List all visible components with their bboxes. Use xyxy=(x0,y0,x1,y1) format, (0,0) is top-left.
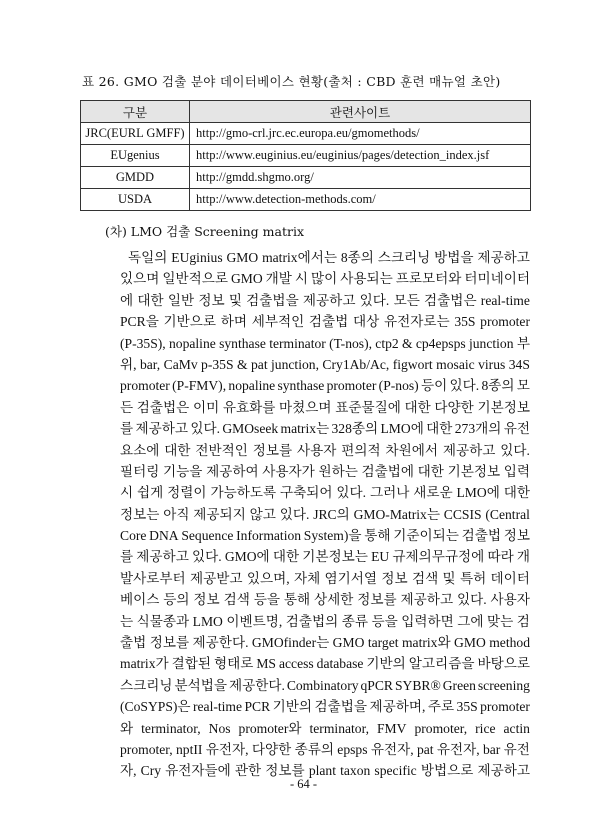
source-cell: JRC(EURL GMFF) xyxy=(81,123,190,145)
paragraph-line: 있으며 일반적으로 GMO 개발 시 많이 사용되는 프로모터와 터미네이터 xyxy=(120,271,530,287)
table-row xyxy=(81,123,531,145)
url-link[interactable]: http://gmo-crl.jrc.ec.europa.eu/gmomethods/ xyxy=(190,123,531,145)
url-link[interactable]: http://gmdd.shgmo.org/ xyxy=(190,167,531,189)
paragraph-line: 독일의 EUginius GMO matrix에서는 8종의 스크리닝 방법을 제공하고 xyxy=(128,250,530,265)
source-cell: EUgenius xyxy=(81,145,190,167)
table-row xyxy=(81,145,531,167)
page-number: - 64 - xyxy=(289,777,318,791)
header-site: 관련사이트 xyxy=(190,101,531,123)
paragraph-line: 베이스 등의 정보 검색 등을 통해 상세한 정보를 제공하고 있다. 사용자 xyxy=(120,592,530,608)
paragraph-line: 든 검출법은 이미 유효화를 마쳤으며 표준물질에 대한 다양한 기본정보 xyxy=(120,399,530,415)
paragraph-line: 시 쉽게 정렬이 가능하도록 구축되어 있다. 그러나 새로운 LMO에 대한 xyxy=(120,485,530,501)
body-text xyxy=(120,247,530,782)
paragraph-line: 위, bar, CaMv p-35S & pat junction, Cry1Ab/Ac, figwort mosaic virus 34S xyxy=(120,356,530,372)
source-cell: GMDD xyxy=(81,167,190,189)
database-table xyxy=(80,100,531,211)
paragraph-line: 를 제공하고 있다. GMO에 대한 기본정보는 EU 규제의무규정에 따라 개 xyxy=(120,549,530,565)
source-cell: USDA xyxy=(81,189,190,211)
paragraph-line: PCR을 기반으로 하며 세부적인 검출법 대상 유전자로는 35S promoter xyxy=(120,314,530,330)
paragraph-line: 출법 정보를 제공한다. GMOfinder는 GMO target matrix와 GMO method xyxy=(120,635,530,651)
table-row xyxy=(81,167,531,189)
url-link[interactable]: http://www.euginius.eu/euginius/pages/detection_index.jsf xyxy=(190,145,531,167)
paragraph-line: 발사로부터 제공받고 있으며, 자체 염기서열 정보 검색 및 특허 데이터 xyxy=(120,570,530,586)
paragraph-line: 를 제공하고 있다. GMOseek matrix는 328종의 LMO에 대한 273개의 유전 xyxy=(120,421,530,437)
paragraph-line: 에 대한 일반 정보 및 검출법을 제공하고 있다. 모든 검출법은 real-time xyxy=(120,292,530,308)
paragraph-line: matrix가 결합된 형태로 MS access database 기반의 알고리즘을 바탕으로 xyxy=(120,656,530,672)
paragraph-line: 필터링 기능을 제공하여 사용자가 원하는 검출법에 대한 기본정보 입력 xyxy=(120,463,530,479)
table-caption: 표 26. GMO 검출 분야 데이터베이스 현황(출처 : CBD 훈련 매뉴얼 초안) xyxy=(82,74,501,89)
paragraph-line: promoter, nptII 유전자, 다양한 종류의 epsps 유전자, pat 유전자, bar 유전 xyxy=(120,741,530,757)
section-heading: (차) LMO 검출 Screening matrix xyxy=(105,224,305,239)
paragraph-line: (CoSYPS)은 real-time PCR 기반의 검출법을 제공하며, 주로 35S promoter xyxy=(120,699,530,715)
url-link[interactable]: http://www.detection-methods.com/ xyxy=(190,189,531,211)
paragraph-line: Core DNA Sequence Information System)을 통해 기준이되는 검출법 정보 xyxy=(120,528,530,544)
paragraph-line: 요소에 대한 전반적인 정보를 사용자 편의적 차원에서 제공하고 있다. xyxy=(120,442,530,458)
paragraph-line: (P-35S), nopaline synthase terminator (T-nos), ctp2 & cp4epsps junction 부 xyxy=(120,335,530,351)
header-category: 구분 xyxy=(81,101,190,123)
table-row xyxy=(81,189,531,211)
paragraph-line: 는 식물종과 LMO 이벤트명, 검출법의 종류 등을 입력하면 그에 맞는 검 xyxy=(120,613,530,629)
paragraph-line: 정보는 아직 제공되지 않고 있다. JRC의 GMO-Matrix는 CCSIS (Central xyxy=(120,506,530,522)
paragraph-line: 스크리닝 분석법을 제공한다. Combinatory qPCR SYBR® Green screening xyxy=(120,677,530,693)
table-header-row xyxy=(81,101,531,123)
paragraph-line: 와 terminator, Nos promoter와 terminator, FMV promoter, rice actin xyxy=(120,720,530,736)
paragraph-line: 자, Cry 유전자들에 관한 정보를 plant taxon specific 방법으로 제공하고 xyxy=(120,763,530,779)
paragraph-line: promoter (P-FMV), nopaline synthase promoter (P-nos) 등이 있다. 8종의 모 xyxy=(120,378,530,394)
